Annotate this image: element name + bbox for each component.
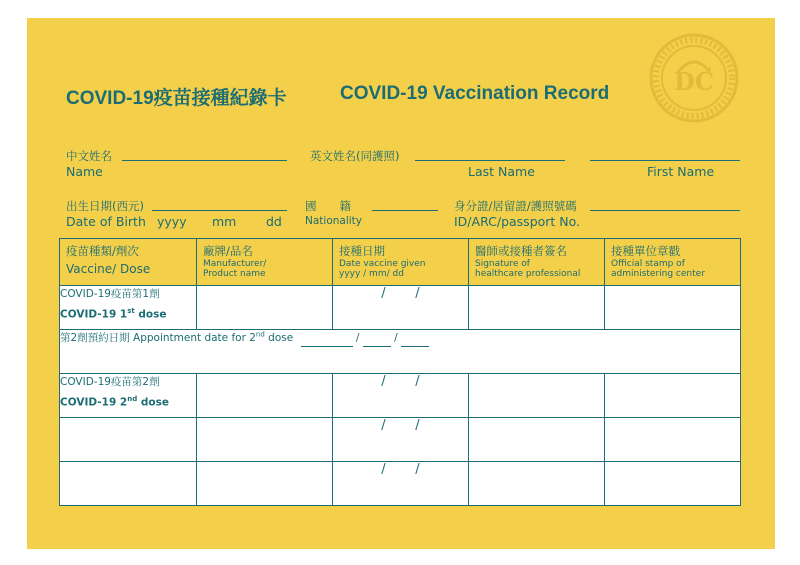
nationality-label-zh: 國 籍 xyxy=(305,199,351,213)
first-name-label: First Name xyxy=(647,164,715,179)
header-manufacturer-en: Manufacturer/ Product name xyxy=(203,259,267,279)
svg-text:DC: DC xyxy=(674,67,714,96)
dose1-label-en: COVID-19 1st dose xyxy=(60,307,167,321)
dose2-manufacturer-cell[interactable] xyxy=(197,374,333,418)
chinese-name-label: 中文姓名 xyxy=(66,149,112,163)
extra1-signature-cell[interactable] xyxy=(469,418,605,462)
dose2-stamp-cell[interactable] xyxy=(605,374,741,418)
dob-line xyxy=(152,210,287,211)
dob-mm: mm xyxy=(212,214,237,229)
id-label-en: ID/ARC/passport No. xyxy=(454,214,581,229)
header-date-en: Date vaccine given yyyy / mm/ dd xyxy=(339,259,426,279)
table-header-row xyxy=(60,239,741,286)
dose2-label-en: COVID-19 2nd dose xyxy=(60,395,169,409)
extra1-manufacturer-cell[interactable] xyxy=(197,418,333,462)
header-vaccine-en: Vaccine/ Dose xyxy=(66,262,151,276)
extra2-stamp-cell[interactable] xyxy=(605,462,741,506)
header-date xyxy=(333,239,469,286)
header-stamp-zh: 接種單位章戳 xyxy=(611,244,680,258)
extra1-vaccine-cell[interactable] xyxy=(60,418,197,462)
dose2-label xyxy=(60,374,197,418)
dose1-stamp-cell[interactable] xyxy=(605,286,741,330)
header-signature-zh: 醫師或接種者簽名 xyxy=(475,244,567,258)
table-row-dose1 xyxy=(60,286,741,330)
appointment-label: 第2劑預約日期 Appointment date for 2 xyxy=(60,332,256,344)
dose2-signature-cell[interactable] xyxy=(469,374,605,418)
dose1-signature-cell[interactable] xyxy=(469,286,605,330)
appointment-cell[interactable]: 第2劑預約日期 Appointment date for 2nd dose / / xyxy=(60,330,741,374)
dose1-manufacturer-cell[interactable] xyxy=(197,286,333,330)
dob-dd: dd xyxy=(266,214,282,229)
header-date-zh: 接種日期 xyxy=(339,244,385,258)
dob-yyyy: yyyy xyxy=(157,214,187,229)
id-label-zh: 身分證/居留證/護照號碼 xyxy=(454,199,577,213)
header-signature xyxy=(469,239,605,286)
last-name-label: Last Name xyxy=(468,164,535,179)
dose1-date-cell[interactable]: / / xyxy=(333,286,469,330)
cdc-seal-icon xyxy=(648,32,740,124)
id-line xyxy=(590,210,740,211)
last-name-line xyxy=(415,160,565,161)
extra1-date-cell[interactable]: / / xyxy=(333,418,469,462)
header-stamp xyxy=(605,239,741,286)
name-label-en: Name xyxy=(66,164,103,179)
extra2-vaccine-cell[interactable] xyxy=(60,462,197,506)
header-manufacturer-zh: 廠牌/品名 xyxy=(203,244,253,258)
extra2-signature-cell[interactable] xyxy=(469,462,605,506)
table-row-dose2 xyxy=(60,374,741,418)
header-signature-en: Signature of healthcare professional xyxy=(475,259,581,279)
dob-label-zh: 出生日期(西元) xyxy=(66,199,144,213)
dose2-label-zh: COVID-19疫苗第2劑 xyxy=(60,376,160,388)
table-row-extra1 xyxy=(60,418,741,462)
header-vaccine xyxy=(60,239,197,286)
extra2-date-cell[interactable]: / / xyxy=(333,462,469,506)
dose1-label-zh: COVID-19疫苗第1劑 xyxy=(60,288,160,300)
table-row-appointment xyxy=(60,330,741,374)
first-name-line xyxy=(590,160,740,161)
header-stamp-en: Official stamp of administering center xyxy=(611,259,705,279)
card-title-zh: COVID-19疫苗接種紀錄卡 xyxy=(66,88,287,109)
nationality-label-en: Nationality xyxy=(305,215,363,227)
extra2-manufacturer-cell[interactable] xyxy=(197,462,333,506)
dob-label-en: Date of Birth xyxy=(66,214,146,229)
dose2-date-cell[interactable]: / / xyxy=(333,374,469,418)
appointment-dd-blank[interactable] xyxy=(401,336,429,347)
table-row-extra2 xyxy=(60,462,741,506)
extra1-stamp-cell[interactable] xyxy=(605,418,741,462)
appointment-yyyy-blank[interactable] xyxy=(301,336,353,347)
english-name-label: 英文姓名(同護照) xyxy=(310,149,400,163)
chinese-name-line xyxy=(122,160,287,161)
header-vaccine-zh: 疫苗種類/劑次 xyxy=(66,244,139,258)
nationality-line xyxy=(372,210,438,211)
header-manufacturer xyxy=(197,239,333,286)
vaccination-table xyxy=(59,238,741,506)
appointment-mm-blank[interactable] xyxy=(363,336,391,347)
card-title-en: COVID-19 Vaccination Record xyxy=(340,83,610,104)
dose1-label xyxy=(60,286,197,330)
